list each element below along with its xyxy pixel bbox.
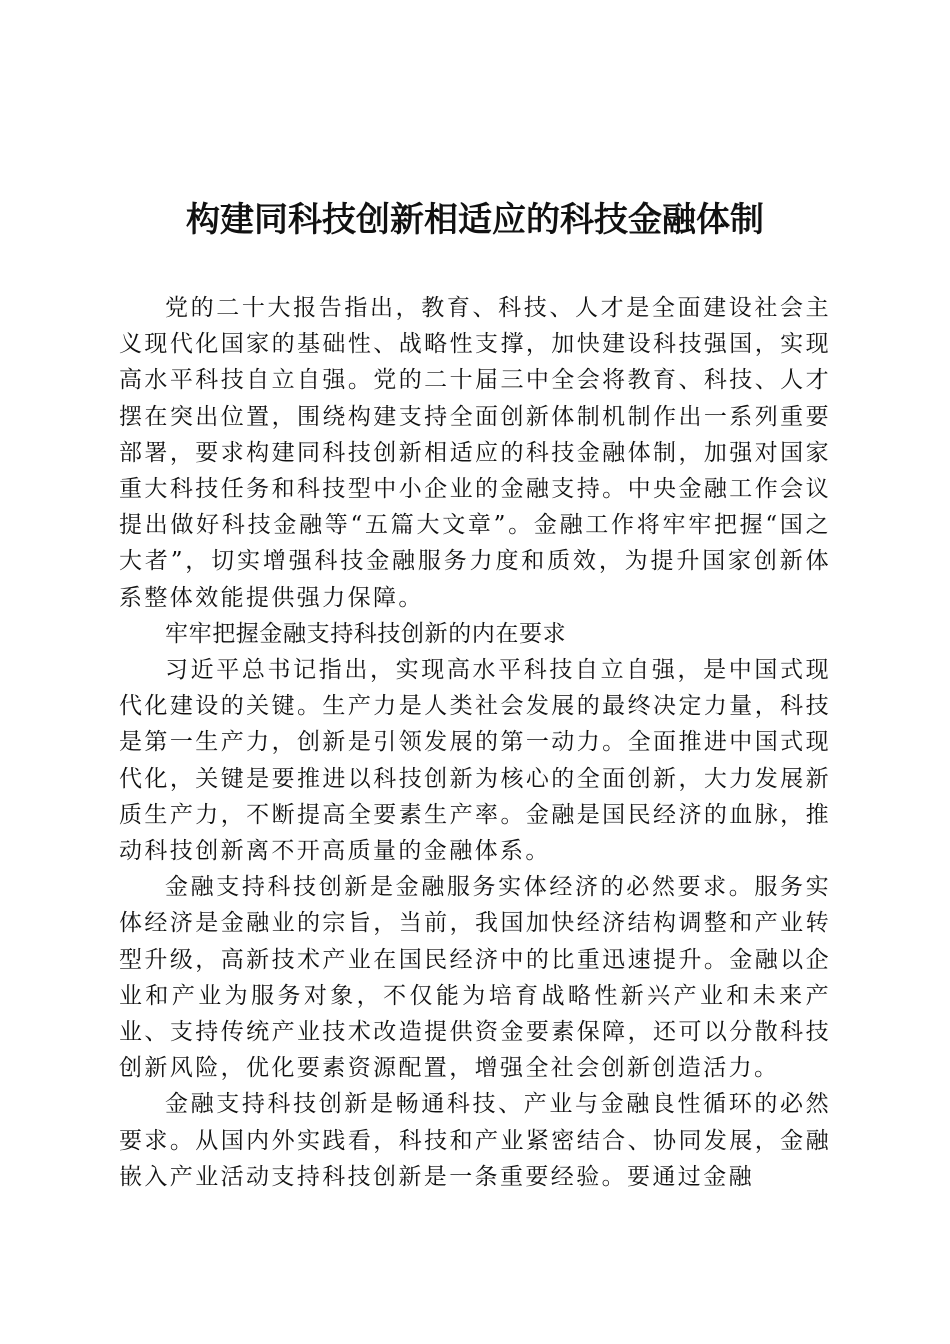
section-paragraph-2: 金融支持科技创新是金融服务实体经济的必然要求。服务实体经济是金融业的宗旨，当前，我国加快经济结构调整和产业转型升级，高新技术产业在国民经济中的比重迅速提升。金融以企业和产业为服务对象，不仅能为培育战略性新兴产业和未来产业、支持传统产业技术改造提供资金要素保障，还可以分散科技创新风险，优化要素资源配置，增强全社会创新创造活力。 bbox=[119, 874, 831, 1082]
section-heading: 牢牢把握金融支持科技创新的内在要求 bbox=[165, 620, 567, 647]
intro-paragraph: 党的二十大报告指出，教育、科技、人才是全面建设社会主义现代化国家的基础性、战略性支撑，加快建设科技强国，实现高水平科技自立自强。党的二十届三中全会将教育、科技、人才摆在突出位置，围绕构建支持全面创新体制机制作出一系列重要部署，要求构建同科技创新相适应的科技金融体制，加强对国家重大科技任务和科技型中小企业的金融支持。中央金融工作会议提出做好科技金融等“五篇大文章”。金融工作将牢牢把握“国之大者”，切实增强科技金融服务力度和质效，为提升国家创新体系整体效能提供强力保障。 bbox=[119, 295, 831, 611]
document-body bbox=[119, 290, 831, 1195]
document-title: 构建同科技创新相适应的科技金融体制 bbox=[186, 200, 764, 240]
section-paragraph-3: 金融支持科技创新是畅通科技、产业与金融良性循环的必然要求。从国内外实践看，科技和产业紧密结合、协同发展，金融嵌入产业活动支持科技创新是一条重要经验。要通过金融 bbox=[119, 1091, 831, 1190]
section-paragraph-1: 习近平总书记指出，实现高水平科技自立自强，是中国式现代化建设的关键。生产力是人类社会发展的最终决定力量，科技是第一生产力，创新是引领发展的第一动力。全面推进中国式现代化，关键是要推进以科技创新为核心的全面创新，大力发展新质生产力，不断提高全要素生产率。金融是国民经济的血脉，推动科技创新离不开高质量的金融体系。 bbox=[119, 657, 831, 865]
